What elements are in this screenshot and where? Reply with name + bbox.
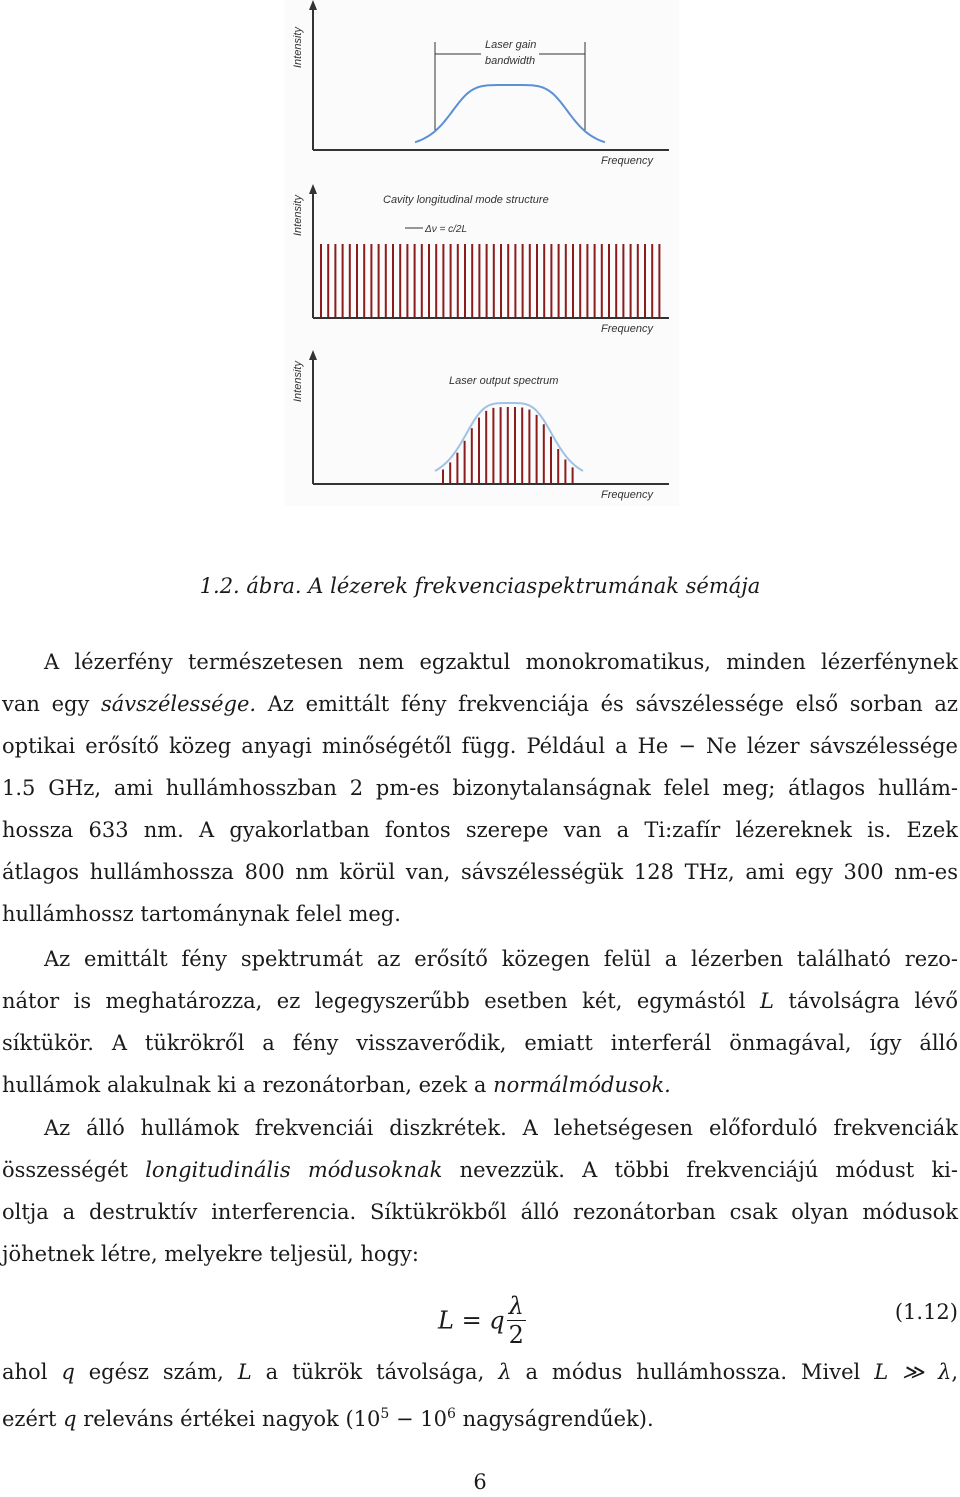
p3-l2-emphasis: longitudinális módusoknak	[145, 1158, 443, 1182]
output-mode-lines	[443, 407, 573, 483]
p1-line-2	[2, 683, 958, 725]
panel3-ylabel: Intensity	[292, 361, 304, 402]
p1-line-3: optikai erősítő közeg anyagi minőségétől függ. Például a He − Ne lézer sávszélessége	[2, 734, 958, 758]
panel-cavity-modes	[292, 184, 669, 335]
p4-l1-text-b: egész szám,	[74, 1360, 238, 1384]
equation-lhs: L = q	[438, 1306, 505, 1335]
p1-line-6: átlagos hullámhossza 800 nm körül van, sávszélességük 128 THz, ami egy 300 nm-es	[2, 860, 958, 884]
gain-curve	[415, 85, 605, 142]
p2-line-2	[2, 980, 958, 1022]
p4-l2-sup-5: 5	[380, 1406, 390, 1422]
p2-l2-text-a: nátor is meghatározza, ez legegyszerűbb esetben két, egymástól	[2, 989, 761, 1013]
paragraph-4	[2, 1351, 958, 1440]
equation-denominator: 2	[508, 1321, 524, 1349]
p1-l2-text-a: van egy	[2, 692, 101, 716]
panel2-y-arrow	[309, 184, 317, 194]
panel1-ylabel: Intensity	[292, 27, 304, 68]
p2-l2-emphasis: L	[760, 989, 774, 1013]
paragraph-2	[2, 938, 958, 1106]
panel3-xlabel: Frequency	[601, 489, 653, 501]
p1-line-5: hossza 633 nm. A gyakorlatban fontos szerepe van a Ti:zafír lézereknek is. Ezek	[2, 818, 958, 842]
equation-label: (1.12)	[894, 1300, 958, 1324]
panel2-spacing-label: Δν = c/2L	[425, 224, 468, 235]
page-number: 6	[473, 1470, 487, 1494]
equation-numerator: λ	[508, 1292, 524, 1320]
panel1-y-arrow	[309, 0, 317, 10]
p1-line-4: 1.5 GHz, ami hullámhosszban 2 pm-es bizonytalanságnak felel meg; átlagos hullám-	[2, 776, 958, 800]
panel-output-spectrum	[292, 350, 669, 501]
p4-l2-text-c: − 10	[389, 1407, 447, 1431]
p4-l1-text-a: ahol	[2, 1360, 62, 1384]
figure-svg	[285, 0, 679, 506]
panel1-annotation: Laser gain	[485, 39, 537, 51]
p4-l1-text-c: a tükrök távolsága,	[251, 1360, 499, 1384]
equation-1-12	[0, 1278, 960, 1348]
p4-line-1	[2, 1351, 958, 1393]
p1-line-7: hullámhossz tartománynak felel meg.	[2, 902, 401, 926]
p2-l2-text-b: távolságra lévő	[773, 989, 958, 1013]
p3-l2-text-a: összességét	[2, 1158, 146, 1182]
panel2-ylabel: Intensity	[292, 195, 304, 236]
panel2-xlabel: Frequency	[601, 323, 653, 335]
p1-line-1: A lézerfény természetesen nem egzaktul monokromatikus, minden lézerfénynek	[44, 650, 958, 674]
cavity-mode-lines	[321, 244, 659, 317]
paragraph-1	[2, 641, 958, 935]
equation-fraction	[507, 1292, 526, 1349]
p1-l2-emphasis: sávszélessége.	[100, 692, 257, 716]
p2-line-1: Az emittált fény spektrumát az erősítő közegen felül a lézerben található rezo-	[44, 947, 958, 971]
p2-l4-text-a: hullámok alakulnak ki a rezonátorban, ezek a	[2, 1073, 494, 1097]
p4-l2-text-a: ezért	[2, 1407, 64, 1431]
panel2-annotation: Cavity longitudinal mode structure	[383, 194, 549, 206]
paragraph-3	[2, 1107, 958, 1275]
panel3-y-arrow	[309, 350, 317, 360]
p4-l1-em-q: q	[61, 1360, 75, 1384]
p4-l2-text-d: nagyságrendűek).	[455, 1407, 654, 1431]
p4-l2-sup-6: 6	[446, 1406, 456, 1422]
panel1-xlabel: Frequency	[601, 155, 653, 167]
p4-l1-text-d: a módus hullámhossza. Mivel	[511, 1360, 875, 1384]
p4-l1-em-lambda: λ	[498, 1360, 512, 1384]
p1-l2-text-b: Az emittált fény frekvenciája és sávszélessége első sorban az	[256, 692, 958, 716]
p4-l2-text-b: releváns értékei nagyok (10	[76, 1407, 381, 1431]
p4-l2-em-q: q	[63, 1407, 77, 1431]
p3-line-1: Az álló hullámok frekvenciái diszkrétek. A lehetségesen előforduló frekvenciák	[44, 1116, 958, 1140]
figure-caption: 1.2. ábra. A lézerek frekvenciaspektrumának sémája	[199, 574, 761, 598]
p3-line-2	[2, 1149, 958, 1191]
panel3-annotation: Laser output spectrum	[449, 375, 559, 387]
p2-line-3: síktükör. A tükrökről a fény visszaverődik, emiatt interferál önmagával, így álló	[2, 1031, 958, 1055]
p2-line-4	[2, 1064, 958, 1106]
p4-line-2	[2, 1393, 958, 1440]
p4-l1-em-L: L	[237, 1360, 252, 1384]
p3-line-3: oltja a destruktív interferencia. Síktükrökből álló rezonátorban csak olyan módusok	[2, 1200, 958, 1224]
p4-l1-em-relation: L ≫ λ	[874, 1360, 952, 1384]
p2-l4-emphasis: normálmódusok.	[493, 1073, 671, 1097]
panel-gain	[292, 0, 669, 167]
p3-line-4: jöhetnek létre, melyekre teljesül, hogy:	[2, 1242, 419, 1266]
p4-l1-text-e: ,	[951, 1360, 959, 1384]
equation-body	[438, 1292, 526, 1349]
p3-l2-text-b: nevezzük. A többi frekvenciájú módust ki-	[442, 1158, 958, 1182]
panel1-annotation2: bandwidth	[485, 55, 536, 67]
laser-spectrum-figure	[285, 0, 679, 506]
